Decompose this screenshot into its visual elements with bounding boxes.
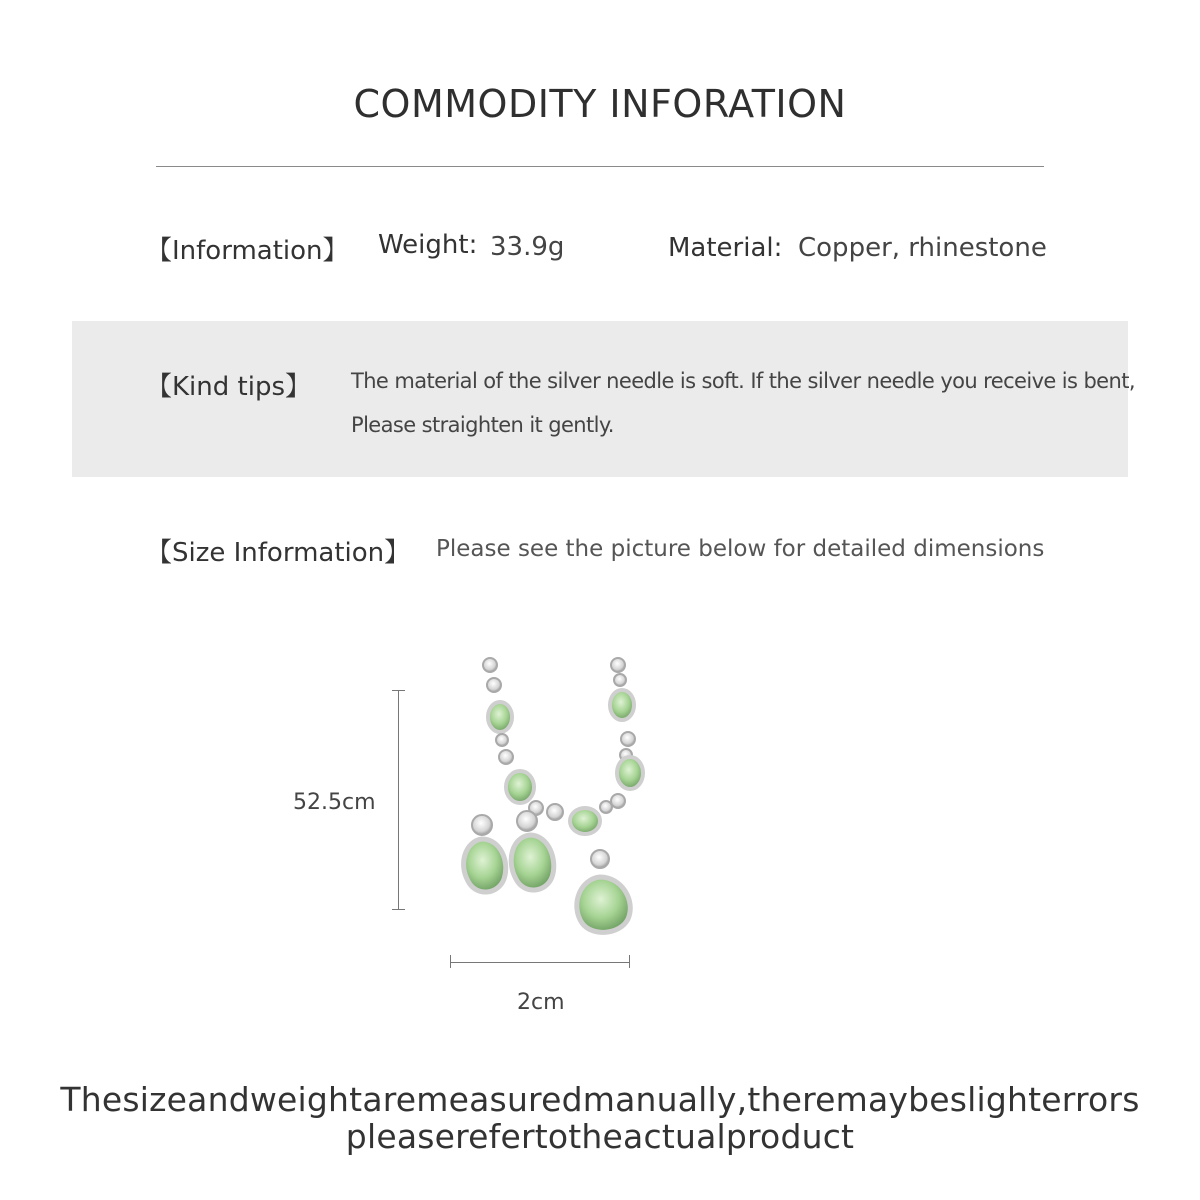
width-dimension-cap-left <box>450 955 451 968</box>
height-dimension-cap-bottom <box>392 909 405 910</box>
necklace-pendant <box>570 808 630 932</box>
product-image <box>440 655 660 940</box>
kind-tips-line-1: The material of the silver needle is soft. If the silver needle you receive is bent, <box>351 369 1135 393</box>
height-dimension-line <box>398 690 399 910</box>
page-title: COMMODITY INFORATION <box>353 82 847 126</box>
title-divider <box>156 166 1044 167</box>
size-information-label: 【Size Information】 <box>146 538 411 568</box>
width-dimension-label: 2cm <box>517 990 565 1015</box>
information-label: 【Information】 <box>146 236 349 266</box>
earring-left <box>464 815 506 892</box>
disclaimer-line-1: Thesizeandweightaremeasuredmanually,theremaybeslighterrors <box>60 1080 1140 1119</box>
kind-tips-label: 【Kind tips】 <box>146 372 311 402</box>
material-value: Copper, rhinestone <box>798 233 1047 263</box>
necklace-left-strand <box>483 658 563 820</box>
size-information-note: Please see the picture below for detailed dimensions <box>436 536 1045 562</box>
weight-label: Weight: <box>378 230 478 260</box>
material-label: Material: <box>668 233 783 263</box>
necklace-right-strand <box>600 658 643 813</box>
height-dimension-cap-top <box>392 690 405 691</box>
width-dimension-cap-right <box>629 955 630 968</box>
width-dimension-line <box>450 962 630 963</box>
weight-value: 33.9g <box>490 232 565 262</box>
earring-right <box>511 811 554 890</box>
kind-tips-line-2: Please straighten it gently. <box>351 413 614 437</box>
disclaimer-line-2: pleaserefertotheactualproduct <box>345 1117 855 1156</box>
height-dimension-label: 52.5cm <box>293 790 376 815</box>
